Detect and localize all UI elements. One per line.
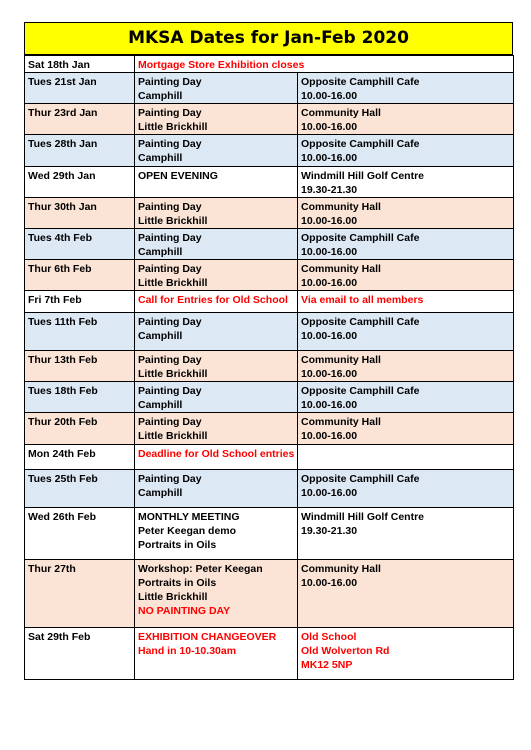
table-row — [25, 56, 514, 73]
event-text: NO PAINTING DAY — [138, 605, 231, 617]
date-cell — [25, 73, 135, 104]
date-text: Thur 30th Jan — [28, 201, 97, 213]
table-row — [25, 382, 514, 413]
date-cell — [25, 104, 135, 135]
event-text: Camphill — [138, 330, 183, 342]
table-row — [25, 508, 514, 560]
venue-text: Opposite Camphill Cafe — [301, 473, 420, 485]
date-text: Wed 26th Feb — [28, 511, 97, 523]
table-row — [25, 167, 514, 198]
event-text: Painting Day — [138, 107, 202, 119]
event-text: OPEN EVENING — [138, 170, 218, 182]
venue-text: 10.00-16.00 — [301, 399, 358, 411]
event-text: Hand in 10-10.30am — [138, 645, 237, 657]
venue-text: 10.00-16.00 — [301, 487, 358, 499]
venue-text: 10.00-16.00 — [301, 277, 358, 289]
event-text: Portraits in Oils — [138, 577, 217, 589]
venue-cell — [298, 470, 514, 508]
date-text: Fri 7th Feb — [28, 294, 82, 306]
event-text: Camphill — [138, 399, 183, 411]
date-text: Thur 13th Feb — [28, 354, 98, 366]
date-cell — [25, 445, 135, 470]
event-text: Portraits in Oils — [138, 539, 217, 551]
venue-cell — [298, 445, 514, 470]
venue-text: Opposite Camphill Cafe — [301, 316, 420, 328]
venue-cell — [298, 104, 514, 135]
date-text: Sat 18th Jan — [28, 59, 90, 71]
date-cell — [25, 351, 135, 382]
date-cell — [25, 229, 135, 260]
event-cell — [135, 413, 298, 445]
venue-text: 10.00-16.00 — [301, 246, 358, 258]
table-row — [25, 560, 514, 628]
date-text: Tues 4th Feb — [28, 232, 92, 244]
event-text: Little Brickhill — [138, 121, 208, 133]
table-row — [25, 445, 514, 470]
venue-text: 10.00-16.00 — [301, 90, 358, 102]
venue-text: Community Hall — [301, 563, 381, 575]
event-text: Camphill — [138, 90, 183, 102]
venue-text: Community Hall — [301, 354, 381, 366]
event-text: Little Brickhill — [138, 277, 208, 289]
venue-cell — [298, 628, 514, 680]
date-text: Tues 21st Jan — [28, 76, 97, 88]
event-cell — [135, 382, 298, 413]
date-text: Thur 23rd Jan — [28, 107, 98, 119]
venue-cell — [298, 291, 514, 313]
event-cell — [135, 445, 298, 470]
venue-text: 10.00-16.00 — [301, 215, 358, 227]
venue-cell — [298, 229, 514, 260]
date-cell — [25, 135, 135, 167]
venue-cell — [298, 135, 514, 167]
venue-text: 19.30-21.30 — [301, 525, 358, 537]
event-text: Painting Day — [138, 76, 202, 88]
venue-text: MK12 5NP — [301, 659, 353, 671]
venue-text: Opposite Camphill Cafe — [301, 385, 420, 397]
table-row — [25, 73, 514, 104]
event-text: Painting Day — [138, 316, 202, 328]
venue-text: Community Hall — [301, 201, 381, 213]
venue-text: Community Hall — [301, 107, 381, 119]
event-cell — [135, 104, 298, 135]
event-text: Painting Day — [138, 354, 202, 366]
table-row — [25, 470, 514, 508]
date-cell — [25, 167, 135, 198]
venue-text: 10.00-16.00 — [301, 577, 358, 589]
event-cell — [135, 351, 298, 382]
event-text: Painting Day — [138, 473, 202, 485]
event-text: Workshop: Peter Keegan — [138, 563, 263, 575]
venue-text: Via email to all members — [301, 294, 424, 306]
venue-text: Old Wolverton Rd — [301, 645, 390, 657]
event-cell — [135, 313, 298, 351]
venue-cell — [298, 73, 514, 104]
table-row — [25, 229, 514, 260]
event-text: Camphill — [138, 152, 183, 164]
event-cell — [135, 260, 298, 291]
table-row — [25, 313, 514, 351]
venue-cell — [298, 508, 514, 560]
event-text: Painting Day — [138, 385, 202, 397]
venue-cell — [298, 413, 514, 445]
event-cell — [135, 560, 298, 628]
event-cell — [135, 167, 298, 198]
venue-text: Windmill Hill Golf Centre — [301, 511, 424, 523]
event-text: Little Brickhill — [138, 215, 208, 227]
venue-cell — [298, 167, 514, 198]
date-text: Tues 18th Feb — [28, 385, 98, 397]
event-cell — [135, 73, 298, 104]
venue-text: Old School — [301, 631, 357, 643]
date-text: Thur 27th — [28, 563, 76, 575]
date-cell — [25, 56, 135, 73]
event-text: Call for Entries for Old School — [138, 294, 288, 306]
date-cell — [25, 560, 135, 628]
event-text: MONTHLY MEETING — [138, 511, 240, 523]
date-cell — [25, 260, 135, 291]
event-text: Little Brickhill — [138, 430, 208, 442]
venue-cell — [298, 198, 514, 229]
venue-text: 10.00-16.00 — [301, 152, 358, 164]
date-text: Sat 29th Feb — [28, 631, 91, 643]
venue-text: 10.00-16.00 — [301, 430, 358, 442]
event-cell — [135, 508, 298, 560]
event-cell — [135, 229, 298, 260]
event-cell — [135, 628, 298, 680]
venue-cell — [298, 260, 514, 291]
event-text: Painting Day — [138, 232, 202, 244]
date-text: Thur 6th Feb — [28, 263, 92, 275]
event-text: Mortgage Store Exhibition closes — [138, 59, 305, 71]
event-text: Painting Day — [138, 201, 202, 213]
event-cell — [135, 56, 514, 73]
page-title: MKSA Dates for Jan-Feb 2020 — [24, 22, 513, 55]
date-cell — [25, 508, 135, 560]
venue-cell — [298, 351, 514, 382]
event-text: Little Brickhill — [138, 368, 208, 380]
table-row — [25, 104, 514, 135]
venue-cell — [298, 560, 514, 628]
venue-text: Opposite Camphill Cafe — [301, 76, 420, 88]
venue-text: Windmill Hill Golf Centre — [301, 170, 424, 182]
venue-text: Opposite Camphill Cafe — [301, 232, 420, 244]
table-row — [25, 291, 514, 313]
schedule-table — [24, 55, 514, 680]
venue-text: 10.00-16.00 — [301, 330, 358, 342]
date-cell — [25, 470, 135, 508]
event-text: Little Brickhill — [138, 591, 208, 603]
event-cell — [135, 198, 298, 229]
date-cell — [25, 291, 135, 313]
date-cell — [25, 313, 135, 351]
event-text: Peter Keegan demo — [138, 525, 237, 537]
venue-text: Community Hall — [301, 263, 381, 275]
venue-text: 19.30-21.30 — [301, 184, 358, 196]
table-row — [25, 628, 514, 680]
event-text: Painting Day — [138, 138, 202, 150]
table-row — [25, 198, 514, 229]
event-text: Painting Day — [138, 416, 202, 428]
date-cell — [25, 198, 135, 229]
event-text: Painting Day — [138, 263, 202, 275]
event-text: Deadline for Old School entries — [138, 448, 295, 460]
event-cell — [135, 470, 298, 508]
table-row — [25, 135, 514, 167]
date-text: Mon 24th Feb — [28, 448, 96, 460]
date-text: Tues 11th Feb — [28, 316, 98, 328]
table-row — [25, 260, 514, 291]
venue-text: Community Hall — [301, 416, 381, 428]
venue-text: 10.00-16.00 — [301, 121, 358, 133]
venue-cell — [298, 382, 514, 413]
event-text: Camphill — [138, 487, 183, 499]
date-text: Tues 28th Jan — [28, 138, 98, 150]
event-cell — [135, 291, 298, 313]
event-text: EXHIBITION CHANGEOVER — [138, 631, 277, 643]
venue-text: 10.00-16.00 — [301, 368, 358, 380]
venue-text: Opposite Camphill Cafe — [301, 138, 420, 150]
date-cell — [25, 382, 135, 413]
date-text: Wed 29th Jan — [28, 170, 96, 182]
date-cell — [25, 413, 135, 445]
table-row — [25, 351, 514, 382]
venue-cell — [298, 313, 514, 351]
event-text: Camphill — [138, 246, 183, 258]
date-cell — [25, 628, 135, 680]
date-text: Tues 25th Feb — [28, 473, 98, 485]
event-cell — [135, 135, 298, 167]
date-text: Thur 20th Feb — [28, 416, 98, 428]
table-row — [25, 413, 514, 445]
